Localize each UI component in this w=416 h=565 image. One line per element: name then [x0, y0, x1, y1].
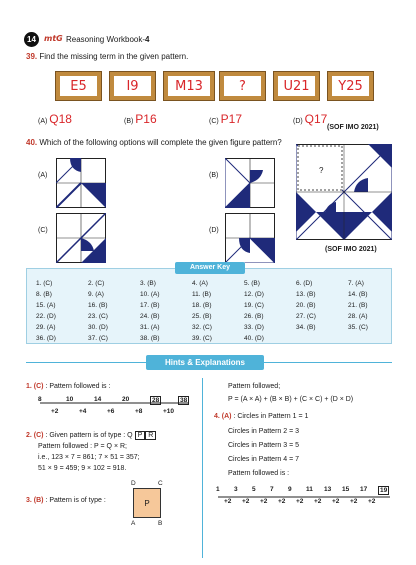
option-label: (C)	[209, 118, 219, 125]
number-line-diff: +6	[107, 408, 115, 415]
corner-a: A	[131, 520, 136, 527]
number-line-diff: +2	[350, 498, 358, 505]
corner-d: D	[131, 480, 136, 487]
q40-option-a-label[interactable]: (A)	[38, 172, 48, 179]
box-p: P	[135, 431, 146, 440]
answer-key-entry: 24. (B)	[140, 313, 160, 320]
explanation-1	[26, 383, 110, 390]
answer-key-title: Answer Key	[175, 262, 245, 274]
number-line-value: 3	[234, 486, 238, 493]
exp-answer: (A)	[221, 413, 232, 420]
exp-text: : Pattern is of type :	[45, 497, 106, 504]
answer-key-entry: 16. (B)	[88, 302, 108, 309]
number-line-value: 5	[252, 486, 256, 493]
exp-answer: (C)	[33, 432, 44, 439]
answer-key-entry: 36. (D)	[36, 335, 56, 342]
figure-option-a[interactable]	[56, 158, 106, 208]
explanation-2	[26, 432, 156, 439]
answer-key-entry: 6. (D)	[296, 280, 313, 287]
exp-num: 2.	[26, 432, 32, 439]
q40-source: (SOF IMO 2021)	[325, 246, 377, 253]
answer-key-entry: 30. (D)	[88, 324, 108, 331]
exp-text: : Circles in Pattern 1 = 1	[233, 413, 309, 420]
number-line-value: 14	[94, 396, 102, 403]
question-40	[26, 138, 282, 147]
answer-key-entry: 25. (B)	[192, 313, 212, 320]
answer-key-entry: 5. (B)	[244, 280, 260, 287]
answer-key-entry: 10. (A)	[140, 291, 160, 298]
number-line-value: 7	[270, 486, 274, 493]
number-line-value: 8	[38, 396, 42, 403]
option-value: P16	[135, 112, 157, 126]
answer-key-entry: 28. (A)	[348, 313, 368, 320]
number-line-diff: +10	[163, 408, 175, 415]
q39-option-a[interactable]	[38, 112, 72, 126]
q39-option-c[interactable]	[209, 112, 242, 126]
number-line-diff: +2	[314, 498, 322, 505]
answer-key-entry: 11. (B)	[192, 291, 212, 298]
answer-key-entry: 33. (D)	[244, 324, 264, 331]
answer-key-entry: 21. (B)	[348, 302, 368, 309]
number-line-diff: +2	[224, 498, 232, 505]
term-box: E5	[56, 72, 101, 100]
exp-num: 4.	[214, 413, 220, 420]
answer-key-entry: 35. (C)	[348, 324, 368, 331]
answer-key-entry: 40. (D)	[244, 335, 264, 342]
answer-key-entry: 31. (A)	[140, 324, 160, 331]
option-value: Q17	[304, 112, 328, 126]
term-box: ?	[220, 72, 265, 100]
option-value: P17	[220, 112, 243, 126]
answer-key-entry: 37. (C)	[88, 335, 108, 342]
answer-key-entry: 17. (B)	[140, 302, 160, 309]
page-number: 14	[24, 32, 39, 47]
answer-key-entry: 39. (C)	[192, 335, 212, 342]
explanation-4	[214, 413, 308, 420]
exp4-line-2: Circles in Pattern 3 = 5	[228, 442, 300, 449]
answer-key-entry: 8. (B)	[36, 291, 52, 298]
answer-key-entry: 9. (A)	[88, 291, 104, 298]
number-line-value: 9	[288, 486, 292, 493]
answer-key-entry: 7. (A)	[348, 280, 364, 287]
number-line-diff: +2	[260, 498, 268, 505]
answer-key-entry: 1. (C)	[36, 280, 53, 287]
figure-option-b[interactable]	[225, 158, 275, 208]
answer-key-entry: 18. (B)	[192, 302, 212, 309]
question-39	[26, 52, 188, 61]
exp2-line-1: Pattern followed : P = Q × R;	[38, 443, 127, 450]
answer-key-entry: 4. (A)	[192, 280, 208, 287]
answer-key-entry: 34. (B)	[296, 324, 316, 331]
number-line-value: 1	[216, 486, 220, 493]
book-title-text: Reasoning Workbook-	[66, 35, 146, 44]
exp-num: 1.	[26, 383, 32, 390]
q40-option-d-label[interactable]: (D)	[209, 227, 219, 234]
pattern-followed-label: Pattern followed;	[228, 383, 281, 390]
question-mark: ?	[319, 166, 324, 175]
answer-key-entry: 12. (D)	[244, 291, 264, 298]
answer-key-entry: 22. (D)	[36, 313, 56, 320]
exp-text: : Given pattern is of type : Q	[45, 432, 133, 439]
book-title-num: 4	[145, 35, 150, 44]
figure-option-c[interactable]	[56, 213, 106, 263]
book-title	[66, 35, 149, 44]
answer-key-entry: 20. (B)	[296, 302, 316, 309]
option-label: (B)	[124, 118, 134, 125]
q40-option-b-label[interactable]: (B)	[209, 172, 219, 179]
explanation-3	[26, 497, 106, 504]
q40-number: 40.	[26, 138, 38, 147]
figure-option-d[interactable]	[225, 213, 275, 263]
answer-key-entry: 29. (A)	[36, 324, 56, 331]
q39-source: (SOF IMO 2021)	[327, 124, 379, 131]
term-box: Y25	[328, 72, 373, 100]
answer-key-entry: 15. (A)	[36, 302, 56, 309]
number-line-diff: +2	[242, 498, 250, 505]
answer-key-entry: 32. (C)	[192, 324, 212, 331]
number-line-value: 20	[122, 396, 130, 403]
answer-key-entry: 3. (B)	[140, 280, 156, 287]
number-line-value: 11	[306, 486, 313, 493]
number-line-diff: +8	[135, 408, 143, 415]
exp-num: 3.	[26, 497, 32, 504]
question-figure	[296, 144, 392, 240]
q39-option-d[interactable]	[293, 112, 327, 126]
option-label: (A)	[38, 118, 48, 125]
number-line-value: 17	[360, 486, 368, 493]
number-line-1	[34, 394, 194, 420]
answer-key-entry: 27. (C)	[296, 313, 316, 320]
number-line-value: 15	[342, 486, 350, 493]
exp-answer: (C)	[33, 383, 44, 390]
answer-key-entry: 26. (B)	[244, 313, 264, 320]
pattern-formula: P = (A × A) + (B × B) + (C × C) + (D × D)	[228, 396, 354, 403]
answer-key-entry: 14. (B)	[348, 291, 368, 298]
term-box: I9	[110, 72, 155, 100]
exp-text: : Pattern followed is :	[45, 383, 111, 390]
number-line-value: 38	[180, 397, 188, 404]
exp-answer: (B)	[33, 497, 44, 504]
term-box: M13	[164, 72, 214, 100]
box-r: R	[145, 431, 156, 440]
exp4-line-4: Pattern followed is :	[228, 470, 290, 477]
corner-b: B	[158, 520, 163, 527]
number-line-diff: +4	[79, 408, 87, 415]
number-line-diff: +2	[332, 498, 340, 505]
answer-key-entry: 2. (C)	[88, 280, 105, 287]
number-line-diff: +2	[51, 408, 59, 415]
number-line-diff: +2	[296, 498, 304, 505]
option-value: Q18	[49, 112, 72, 126]
column-divider	[202, 378, 203, 558]
exp4-line-1: Circles in Pattern 2 = 3	[228, 428, 300, 435]
answer-key-entry: 19. (C)	[244, 302, 264, 309]
exp4-line-3: Circles in Pattern 4 = 7	[228, 456, 300, 463]
answer-key-entry: 23. (C)	[88, 313, 108, 320]
q39-text: Find the missing term in the given pattern.	[39, 52, 189, 61]
option-label: (D)	[293, 118, 303, 125]
term-box: U21	[274, 72, 319, 100]
exp2-line-3: 51 × 9 = 459; 9 × 102 = 918.	[38, 465, 127, 472]
number-line-value: 10	[66, 396, 74, 403]
number-line-value: 28	[152, 397, 160, 404]
q40-option-c-label[interactable]: (C)	[38, 227, 48, 234]
exp2-line-2: i.e., 123 × 7 = 861; 7 × 51 = 357;	[38, 454, 140, 461]
corner-c: C	[158, 480, 163, 487]
number-line-diff: +2	[368, 498, 376, 505]
number-line-diff: +2	[278, 498, 286, 505]
answer-key-entry: 38. (B)	[140, 335, 160, 342]
q40-text: Which of the following options will complete the given figure pattern?	[39, 138, 282, 147]
q39-number: 39.	[26, 52, 38, 61]
brand-logo: mtG	[44, 34, 63, 43]
q39-option-b[interactable]	[124, 112, 157, 126]
hints-title: Hints & Explanations	[146, 355, 264, 370]
answer-key-entry: 13. (B)	[296, 291, 316, 298]
pattern-box: P	[133, 488, 161, 518]
number-line-value: 19	[380, 487, 388, 494]
number-line-value: 13	[324, 486, 332, 493]
